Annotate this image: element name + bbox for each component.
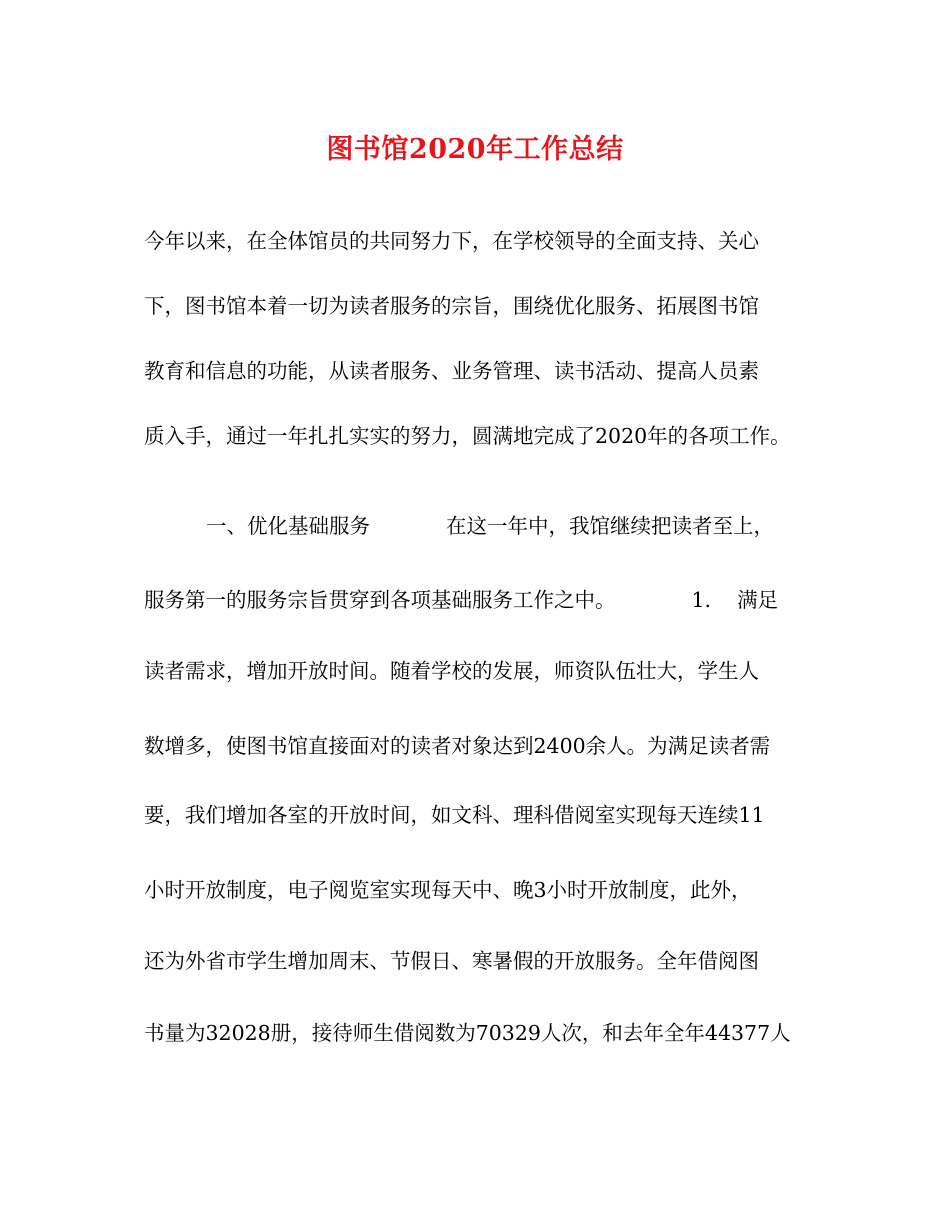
paragraph-line: 今年以来，在全体馆员的共同努力下，在学校领导的全面支持、关心 [144, 229, 759, 253]
paragraph-line: 要，我们增加各室的开放时间，如文科、理科借阅室实现每天连续11 [144, 803, 765, 827]
section-intro-text: 在这一年中，我馆继续把读者至上， [446, 514, 774, 538]
paragraph-line: 下，图书馆本着一切为读者服务的宗旨，围绕优化服务、拓展图书馆 [144, 294, 759, 318]
paragraph-line: 小时开放制度，电子阅览室实现每天中、晚3小时开放制度，此外， [144, 878, 752, 902]
paragraph-line: 质入手，通过一年扎扎实实的努力，圆满地完成了2020年的各项工作。 [144, 424, 791, 448]
paragraph-line: 还为外省市学生增加周末、节假日、寒暑假的开放服务。全年借阅图 [144, 949, 759, 973]
section-intro-text: 服务第一的服务宗旨贯穿到各项基础服务工作之中。 [144, 588, 616, 612]
list-item-text: 满足 [737, 588, 779, 612]
paragraph-line [144, 511, 824, 541]
paragraph-line: 读者需求，增加开放时间。随着学校的发展，师资队伍壮大，学生人 [144, 659, 759, 683]
paragraph-line: 数增多，使图书馆直接面对的读者对象达到2400余人。为满足读者需 [144, 734, 771, 758]
paragraph-line [144, 585, 824, 615]
paragraph-line: 书量为32028册，接待师生借阅数为70329人次，和去年全年44377人 [144, 1021, 791, 1045]
paragraph-line: 教育和信息的功能，从读者服务、业务管理、读书活动、提高人员素 [144, 359, 759, 383]
document-title: 图书馆2020年工作总结 [326, 134, 624, 165]
list-number: 1. [691, 588, 712, 612]
section-heading: 一、优化基础服务 [206, 514, 370, 538]
